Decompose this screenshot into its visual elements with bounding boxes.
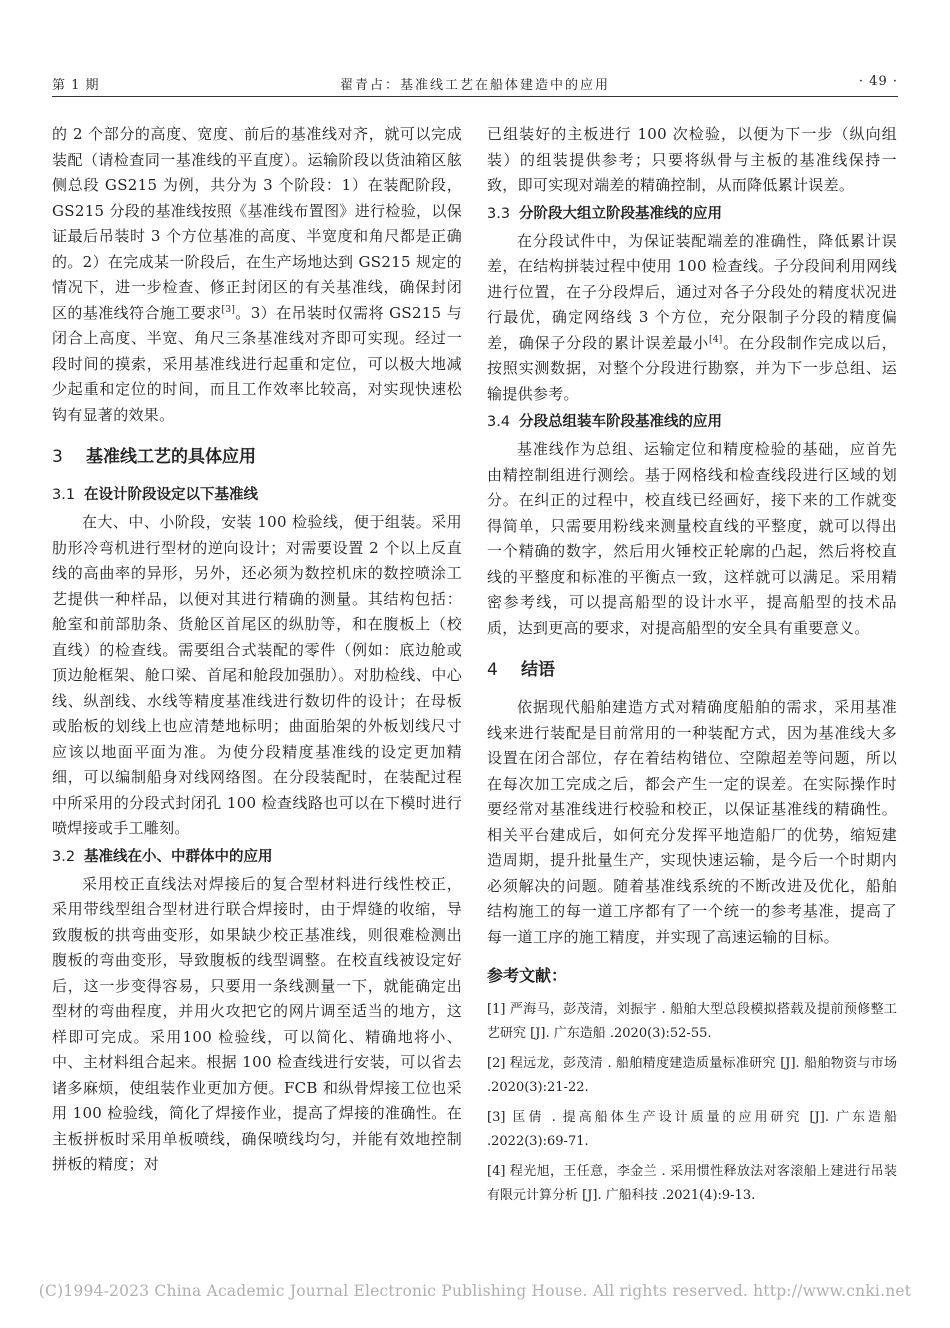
references-heading: 参考文献：	[487, 966, 568, 985]
s33-text: 在分段试件中，为保证装配端差的准确性，降低累计误差，在结构拼装过程中使用 100 检查线。子分段间利用网线进行位置，在子分段焊后，通过对各子分段处的精度状况进行最优，确定网络线 3 个方位，充分限制子分段的精度偏差，确保子分段的累计误差最小	[487, 231, 897, 352]
section-3-4-paragraph: 基准线作为总组、运输定位和精度检验的基础，应首先由精控制组进行测绘。基于网格线和检查线段进行区域的划分。在纠正的过程中，校直线已经画好，接下来的工作就变得简单，只需要用粉线来测量校直线的平整度，就可以得出一个精确的数字，然后用火锤校正轮廓的凸起，然后将校直线的平整度和标准的平衡点一致，这样就可以满足。采用精密参考线，可以提高船型的设计水平，提高船型的技术品质，达到更高的要求，对提高船型的安全具有重要意义。	[487, 440, 897, 637]
subsection-title: 在设计阶段设定以下基准线	[84, 487, 258, 503]
running-header	[52, 70, 898, 97]
reference-item: [1] 严海马，彭茂清，刘振宇 . 船舶大型总段模拟搭载及提前预修整工艺研究 [J]. 广东造船 .2020(3):52-55.	[487, 1002, 897, 1041]
intro-tail-text: 。3）在吊装时仅需将 GS215 与闭合上高度、半宽、角尺三条基准线对齐即可实现。经过一段时间的摸索，采用基准线进行起重和定位，可以极大地减少起重和定位的时间，而且工作效率比较高，对实现快速松钩有显著的效果。	[52, 303, 462, 424]
subsection-number: 3.1	[52, 487, 76, 503]
subsection-number: 3.3	[487, 205, 511, 222]
subsection-title: 分阶段大组立阶段基准线的应用	[519, 205, 722, 222]
section-3-3-paragraph	[487, 229, 897, 408]
subsection-title: 分段总组装车阶段基准线的应用	[519, 414, 722, 430]
subsection-number: 3.4	[487, 414, 511, 430]
intro-text: 的 2 个部分的高度、宽度、前后的基准线对齐，就可以完成装配（请检查同一基准线的平直度）。运输阶段以货油箱区舷侧总段 GS215 为例，共分为 3 个阶段：1）在装配阶段，GS215 分段的基准线按照《基准线布置图》进行检验，以保证最后吊装时 3 个方位基准的高度、半宽度和角尺都是正确的。2）在完成某一阶段后，在生产场地达到 GS215 规定的情况下，进一步检查、修正封闭区的有关基准线，确保封闭区的基准线符合施工要求	[52, 125, 462, 322]
page-number: · 49 ·	[858, 74, 898, 89]
issue-number: 第 1 期	[52, 78, 100, 93]
right-column	[487, 122, 897, 1214]
copyright-watermark: (C)1994-2023 China Academic Journal Electronic Publishing House. All rights reserved. http://www.cnki.net	[38, 1282, 912, 1300]
section-3-4-heading	[487, 409, 897, 435]
reference-item: [2] 程远龙，彭茂清 . 船舶精度建造质量标准研究 [J]. 船舶物资与市场 .2020(3):21-22.	[487, 1056, 897, 1095]
section-title: 结语	[521, 660, 555, 680]
section-3-2-continued: 已组装好的主板进行 100 次检验，以便为下一步（纵向组装）的组装提供参考；只要将纵骨与主板的基准线保持一致，即可实现对端差的精确控制，从而降低累计误差。	[487, 125, 897, 194]
section-3-2-heading	[52, 844, 462, 870]
s33-tail-text: 。在分段制作完成以后，按照实测数据，对整个分段进行勘察，并为下一步总组、运输提供参考。	[487, 333, 897, 403]
article-running-title: 翟青占：基准线工艺在船体建造中的应用	[339, 78, 610, 93]
section-4-heading	[487, 657, 897, 683]
subsection-title: 基准线在小、中群体中的应用	[84, 848, 273, 865]
section-3-1-paragraph: 在大、中、小阶段，安装 100 检验线，便于组装。采用肋形冷弯机进行型材的逆向设计；对需要设置 2 个以上反直线的高曲率的异形，另外，还必须为数控机床的数控喷涂工艺提供一种样品，以便对其进行精确的测量。其结构包括：舱室和前部肋条、货舱区首尾区的纵肋等，和在腹板上（校直线）的检查线。需要组合式装配的零件（例如：底边舱或顶边舱框架、舱口梁、首尾和舱段加强肋）。对肋检线、中心线、纵剖线、水线等精度基准线进行数切件的设计；在母板或胎板的划线上也应清楚地标明；曲面胎架的外板划线尺寸应该以地面平面为准。为使分段精度基准线的设定更加精细，可以编制船身对线网络图。在分段装配时，在装配过程中所采用的分段式封闭孔 100 检查线路也可以在下模时进行喷焊接或手工雕刻。	[52, 513, 462, 837]
intro-paragraph	[52, 122, 462, 428]
conclusion-paragraph: 依据现代船舶建造方式对精确度船舶的需求，采用基准线来进行装配是目前常用的一种装配方式，因为基准线大多设置在闭合部位，存在着结构错位、空隙超差等问题，所以在每次加工完成之后，都会产生一定的误差。在实际操作时要经常对基准线进行校验和校正，以保证基准线的精确性。相关平台建成后，如何充分发挥平地造船厂的优势，缩短建造周期，提升批量生产，实现快速运输，是今后一个时期内必须解决的问题。随着基准线系统的不断改进及优化，船舶结构施工的每一道工序都有了一个统一的参考基准，提高了每一道工序的施工精度，并实现了高速运输的目标。	[487, 698, 897, 946]
section-number: 3	[52, 447, 63, 467]
section-3-2-paragraph: 采用校正直线法对焊接后的复合型材料进行线性校正，采用带线型组合型材进行联合焊接时，由于焊缝的收缩，导致腹板的拱弯曲变形，如果缺少校正基准线，则很难检测出腹板的弯曲变形，导致腹板的线型调整。在校直线被设定好后，这一步变得容易，只要用一条线测量一下，就能确定出型材的弯曲程度，并用火攻把它的网片调至适当的地方，这样即可完成。采用100 检验线，可以简化、精确地将小、中、主材料组合起来。根据 100 检查线进行安装，可以省去诸多麻烦，使组装作业更加方便。FCB 和纵骨焊接工位也采用 100 检验线，简化了焊接作业，提高了焊接的准确性。在主板拼板时采用单板喷线，确保喷线均匀，并能有效地控制拼板的精度；对	[52, 874, 462, 1173]
section-3-3-heading	[487, 201, 897, 227]
citation-3[interactable]: [3]	[221, 304, 236, 315]
reference-item: [3] 匡倩 . 提高船体生产设计质量的应用研究 [J]. 广东造船 .2022(3):69-71.	[487, 1110, 897, 1149]
section-3-1-heading	[52, 482, 462, 508]
section-3-heading	[52, 444, 462, 470]
left-column	[52, 122, 462, 1178]
section-title: 基准线工艺的具体应用	[86, 447, 256, 467]
section-number: 4	[487, 660, 498, 680]
citation-4[interactable]: [4]	[708, 334, 723, 345]
subsection-number: 3.2	[52, 848, 76, 865]
reference-item: [4] 程光旭，王任意，李金兰 . 采用惯性释放法对客滚船上建进行吊装有限元计算分析 [J]. 广船科技 .2021(4):9-13.	[487, 1164, 897, 1203]
